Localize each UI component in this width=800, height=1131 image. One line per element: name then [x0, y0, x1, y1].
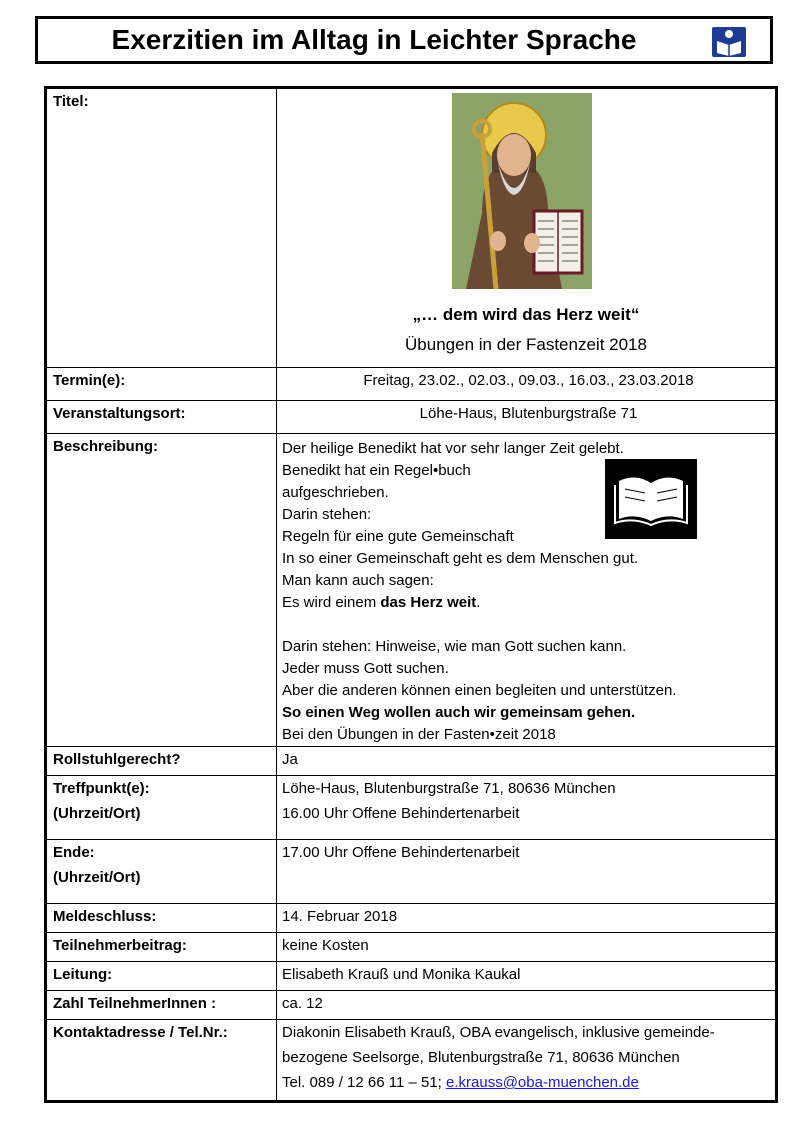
label-end: Ende: (Uhrzeit/Ort): [46, 840, 277, 904]
event-subtitle-2: Übungen in der Fastenzeit 2018: [405, 335, 647, 354]
value-contact: [277, 1020, 777, 1102]
easy-language-logo-icon: [712, 27, 746, 57]
desc-line-5: Regeln für eine gute Gemeinschaft: [282, 528, 514, 545]
desc-line-4: Darin stehen:: [282, 506, 372, 523]
desc-last-line: Bei den Übungen in der Fasten•zeit 2018: [282, 726, 556, 743]
page-title: Exerzitien im Alltag in Leichter Sprache: [111, 24, 637, 55]
contact-line-2: bezogene Seelsorge, Blutenburgstraße 71, 80636 München: [282, 1049, 680, 1066]
desc-line-7: Man kann auch sagen:: [282, 572, 434, 589]
value-wheelchair: Ja: [277, 747, 777, 776]
row-contact: [46, 1020, 777, 1102]
desc-line-3: aufgeschrieben.: [282, 484, 389, 501]
row-wheelchair: [46, 747, 777, 776]
value-dates: Freitag, 23.02., 02.03., 09.03., 16.03., 23.03.2018: [277, 368, 777, 401]
label-dates: Termin(e):: [46, 368, 277, 401]
contact-email-link[interactable]: e.krauss@oba-muenchen.de: [446, 1074, 639, 1091]
row-deadline: [46, 904, 777, 933]
desc-line-8-post: .: [476, 594, 481, 611]
row-title: [46, 88, 777, 368]
desc-line-9: Darin stehen: Hinweise, wie man Gott suchen kann.: [282, 638, 627, 655]
value-location: Löhe-Haus, Blutenburgstraße 71: [277, 401, 777, 434]
open-book-icon: [605, 459, 697, 539]
contact-line-1: Diakonin Elisabeth Krauß, OBA evangelisch, inklusive gemeinde-: [282, 1024, 715, 1041]
value-fee: keine Kosten: [277, 933, 777, 962]
row-meeting-point: [46, 776, 777, 840]
desc-line-1: Der heilige Benedikt hat vor sehr langer Zeit gelebt.: [282, 440, 624, 457]
desc-line-8-pre: Es wird einem: [282, 594, 381, 611]
row-description: [46, 434, 777, 747]
description-cell: [277, 434, 777, 747]
contact-line-3: [282, 1074, 775, 1091]
desc-line-8: [282, 592, 775, 614]
label-description: Beschreibung:: [46, 434, 277, 747]
label-meeting-point: Treffpunkt(e): (Uhrzeit/Ort): [46, 776, 277, 840]
label-fee: Teilnehmerbeitrag:: [46, 933, 277, 962]
row-leader: [46, 962, 777, 991]
label-participants: Zahl TeilnehmerInnen :: [46, 991, 277, 1020]
desc-line-8-bold: das Herz weit: [380, 594, 477, 611]
label-leader: Leitung:: [46, 962, 277, 991]
label-wheelchair: Rollstuhlgerecht?: [46, 747, 277, 776]
desc-bold-line: So einen Weg wollen auch wir gemeinsam gehen.: [282, 704, 636, 721]
desc-line-6: In so einer Gemeinschaft geht es dem Menschen gut.: [282, 550, 639, 567]
value-meeting-point: Löhe-Haus, Blutenburgstraße 71, 80636 München 16.00 Uhr Offene Behindertenarbeit: [277, 776, 777, 840]
row-location: [46, 401, 777, 434]
label-location: Veranstaltungsort:: [46, 401, 277, 434]
label-deadline: Meldeschluss:: [46, 904, 277, 933]
label-contact: Kontaktadresse / Tel.Nr.:: [46, 1020, 277, 1102]
value-end: 17.00 Uhr Offene Behindertenarbeit: [277, 840, 777, 904]
row-fee: [46, 933, 777, 962]
value-leader: Elisabeth Krauß und Monika Kaukal: [277, 962, 777, 991]
page-header: [35, 16, 773, 64]
row-participants: [46, 991, 777, 1020]
row-dates: [46, 368, 777, 401]
contact-phone: Tel. 089 / 12 66 11 – 51;: [282, 1074, 447, 1091]
desc-line-11: Aber die anderen können einen begleiten und unterstützen.: [282, 682, 677, 699]
row-end: [46, 840, 777, 904]
value-participants: ca. 12: [277, 991, 777, 1020]
event-subtitle: „… dem wird das Herz weit“: [412, 305, 640, 324]
saint-benedict-illustration: [452, 93, 592, 289]
title-cell: [277, 88, 777, 368]
label-title: Titel:: [46, 88, 277, 368]
desc-line-2: Benedikt hat ein Regel•buch: [282, 462, 471, 479]
desc-line-10: Jeder muss Gott suchen.: [282, 660, 449, 677]
value-deadline: 14. Februar 2018: [277, 904, 777, 933]
event-info-table: [44, 86, 778, 1103]
